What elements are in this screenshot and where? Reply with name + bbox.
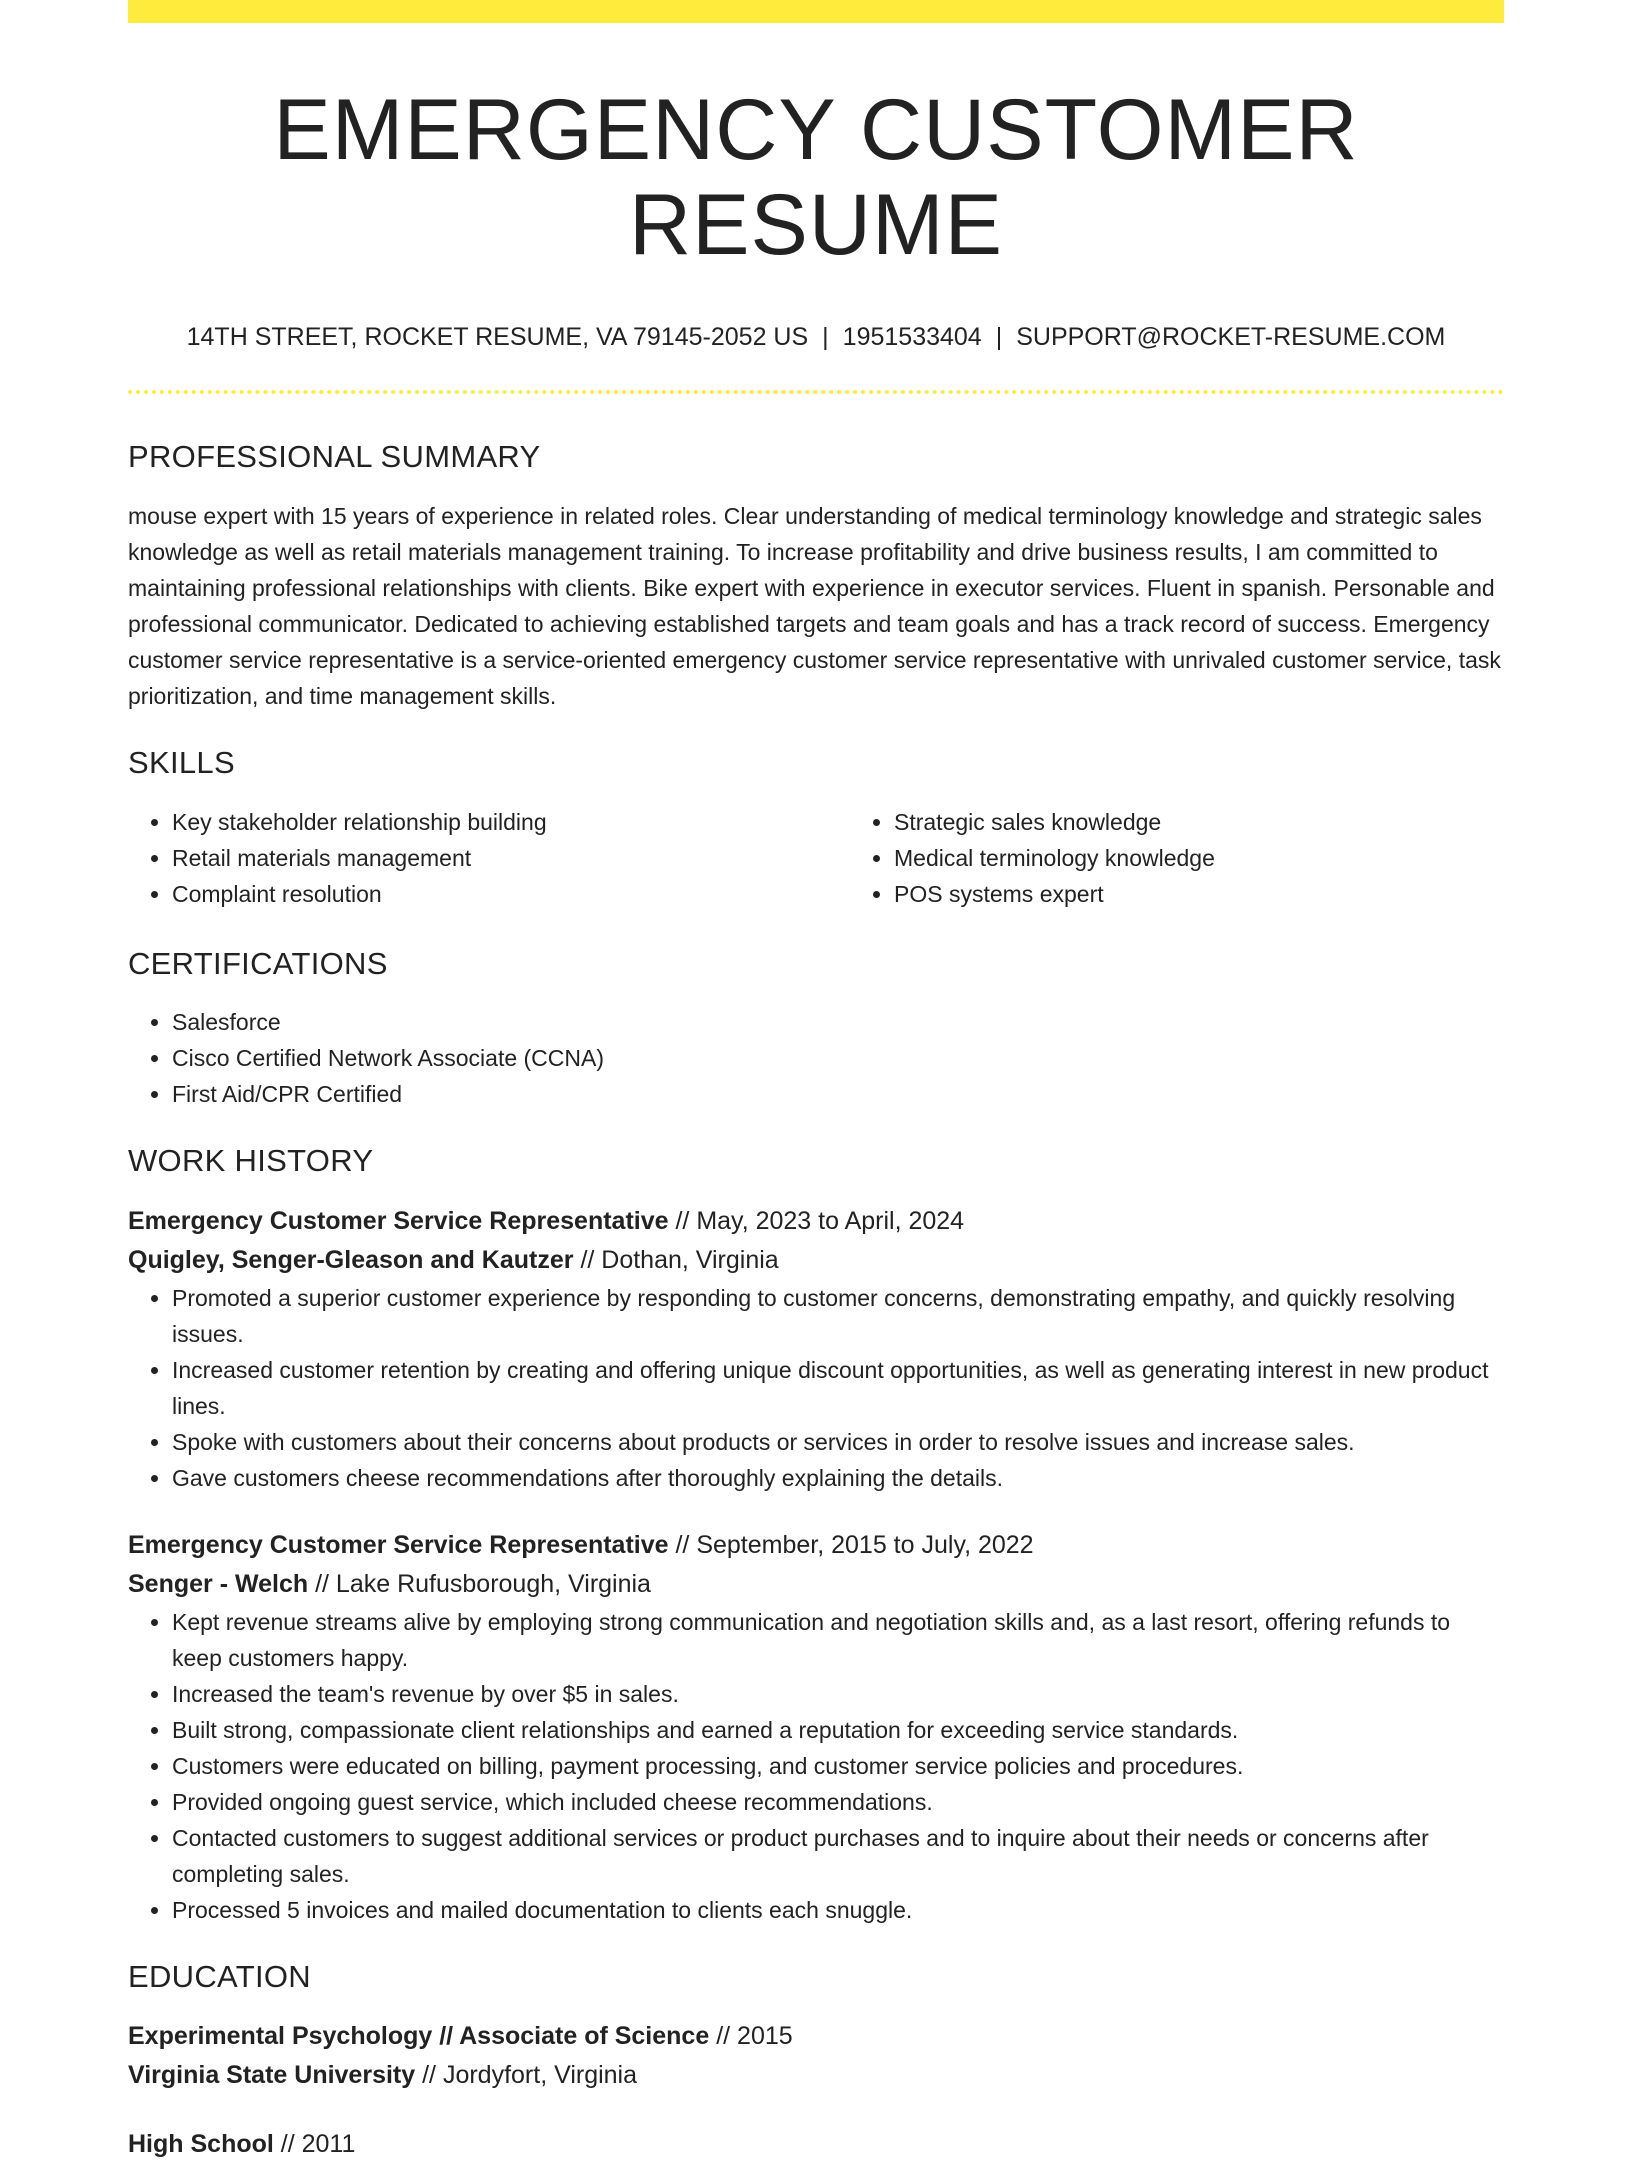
job-bullet: • Kept revenue streams alive by employing strong communication and negotiation skills and, as a last resort, offering refunds to keep customers happy. <box>172 1604 1504 1676</box>
contact-separator: | <box>995 323 1003 352</box>
skills-list-right <box>850 804 1572 912</box>
education-heading: EDUCATION <box>128 1958 311 1994</box>
contact-phone: 1951533404 <box>842 323 982 352</box>
skill-item: • Medical terminology knowledge <box>894 840 1572 876</box>
skills-list-left <box>128 804 850 912</box>
resume-page <box>128 0 1504 2164</box>
certifications-list <box>128 1004 1504 1112</box>
job-entry <box>128 1202 1504 1496</box>
job-bullet: • Spoke with customers about their concerns about products or services in order to resolve issues and increase sales. <box>172 1424 1504 1460</box>
summary-heading: PROFESSIONAL SUMMARY <box>128 439 541 475</box>
top-accent-bar <box>128 0 1504 23</box>
dotted-divider <box>128 390 1504 394</box>
job-bullet: • Increased the team's revenue by over $5 in sales. <box>172 1676 1504 1712</box>
job-bullet-list <box>128 1604 1504 1928</box>
skill-item: • Key stakeholder relationship building <box>172 804 850 840</box>
education-year: // 2015 <box>716 2022 793 2051</box>
skills-section <box>128 744 1504 911</box>
skills-heading: SKILLS <box>128 745 235 781</box>
job-bullet: • Provided ongoing guest service, which included cheese recommendations. <box>172 1784 1504 1820</box>
education-degree-line <box>128 2125 1504 2164</box>
job-location: // Lake Rufusborough, Virginia <box>315 1569 651 1598</box>
skill-item: • Retail materials management <box>172 840 850 876</box>
summary-text: mouse expert with 15 years of experience in related roles. Clear understanding of medical terminology knowledge and strategic sales knowledge as well as retail materials management training. To increase profitability and drive business results, I am committed to maintaining professional relationships with clients. Bike expert with experience in executor services. Fluent in spanish. Personable and professional communicator. Dedicated to achieving established targets and team goals and has a track record of success. Emergency customer service representative is a service-oriented emergency customer service representative with unrivaled customer service, task prioritization, and time management skills. <box>128 503 1501 710</box>
education-year: // 2011 <box>280 2130 356 2159</box>
job-company-line <box>128 1241 1504 1280</box>
resume-title: EMERGENCY CUSTOMER RESUME <box>273 82 1359 273</box>
job-bullet-list <box>128 1280 1504 1496</box>
job-location: // Dothan, Virginia <box>580 1245 779 1274</box>
certifications-heading: CERTIFICATIONS <box>128 945 388 981</box>
skills-grid <box>128 804 1504 912</box>
job-bullet: • Promoted a superior customer experience by responding to customer concerns, demonstrating empathy, and quickly resolving issues. <box>172 1280 1504 1352</box>
job-title-line <box>128 1526 1504 1565</box>
certification-item: • Cisco Certified Network Associate (CCNA) <box>172 1040 1504 1076</box>
summary-section <box>128 438 1504 714</box>
education-section <box>128 1958 1504 2164</box>
contact-line <box>128 322 1504 352</box>
contact-email: SUPPORT@ROCKET-RESUME.COM <box>1016 323 1446 352</box>
job-bullet: • Built strong, compassionate client relationships and earned a reputation for exceeding service standards. <box>172 1712 1504 1748</box>
education-school-line <box>128 2056 1504 2095</box>
work-history-section <box>128 1142 1504 1928</box>
job-bullet: • Increased customer retention by creating and offering unique discount opportunities, as well as generating interest in new product lines. <box>172 1352 1504 1424</box>
job-dates: // May, 2023 to April, 2024 <box>675 1206 965 1235</box>
job-bullet: • Contacted customers to suggest additional services or product purchases and to inquire about their needs or concerns after completing sales. <box>172 1820 1504 1892</box>
education-entry <box>128 2017 1504 2095</box>
education-entry <box>128 2125 1504 2164</box>
education-location: // Jordyfort, Virginia <box>422 2061 638 2090</box>
education-degree-line <box>128 2017 1504 2056</box>
education-degree: Experimental Psychology // Associate of Science <box>128 2022 710 2051</box>
contact-separator: | <box>822 323 829 352</box>
job-company: Senger - Welch <box>128 1569 309 1598</box>
certifications-section <box>128 945 1504 1112</box>
skill-item: • Complaint resolution <box>172 876 850 912</box>
skill-item: • POS systems expert <box>894 876 1572 912</box>
certification-item: • Salesforce <box>172 1004 1504 1040</box>
contact-address: 14TH STREET, ROCKET RESUME, VA 79145-2052 US <box>186 323 809 352</box>
job-title: Emergency Customer Service Representative <box>128 1530 669 1559</box>
work-history-heading: WORK HISTORY <box>128 1142 374 1178</box>
skill-item: • Strategic sales knowledge <box>894 804 1572 840</box>
job-bullet: • Gave customers cheese recommendations after thoroughly explaining the details. <box>172 1460 1504 1496</box>
job-company: Quigley, Senger-Gleason and Kautzer <box>128 1245 574 1274</box>
education-school: Virginia State University <box>128 2061 416 2090</box>
job-bullet: • Customers were educated on billing, payment processing, and customer service policies and procedures. <box>172 1748 1504 1784</box>
job-title: Emergency Customer Service Representative <box>128 1206 669 1235</box>
job-bullet: • Processed 5 invoices and mailed documentation to clients each snuggle. <box>172 1892 1504 1928</box>
certification-item: • First Aid/CPR Certified <box>172 1076 1504 1112</box>
education-degree: High School <box>128 2130 274 2159</box>
job-entry <box>128 1526 1504 1928</box>
job-title-line <box>128 1202 1504 1241</box>
job-company-line <box>128 1565 1504 1604</box>
job-dates: // September, 2015 to July, 2022 <box>675 1530 1034 1559</box>
